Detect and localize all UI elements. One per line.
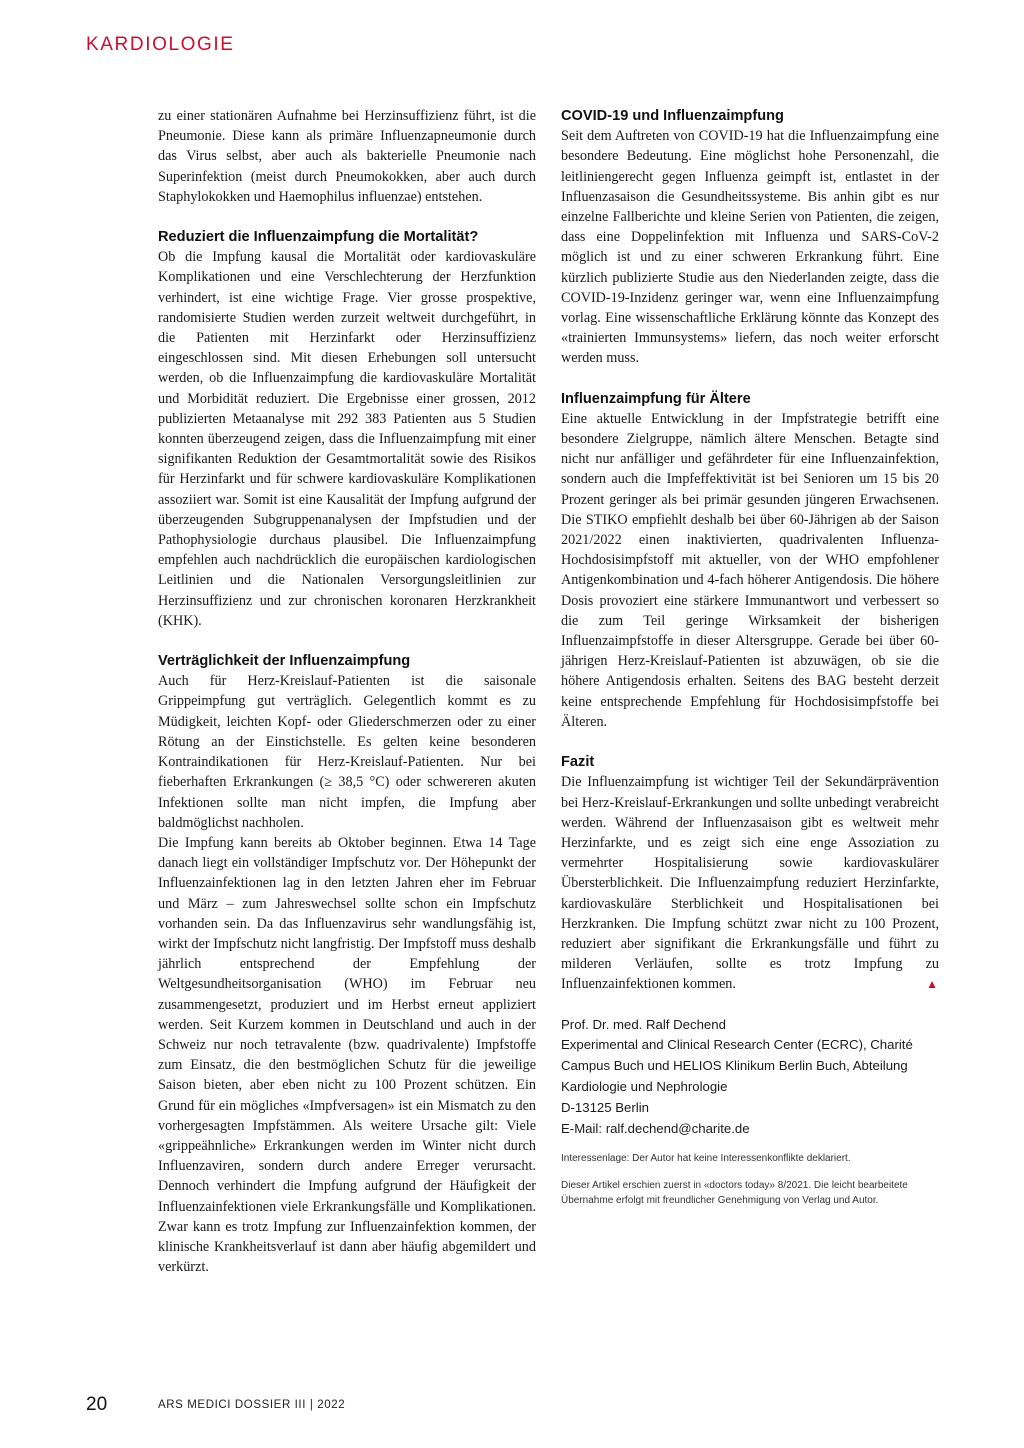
author-affiliation-line-2: Campus Buch und HELIOS Klinikum Berlin Buch, Abteilung bbox=[561, 1058, 908, 1074]
end-triangle-icon: ▲ bbox=[926, 977, 938, 992]
conclusion-paragraph bbox=[561, 772, 939, 994]
right-column bbox=[561, 106, 939, 1208]
heading-conclusion: Fazit bbox=[561, 754, 595, 771]
section-label: KARDIOLOGIE bbox=[86, 34, 235, 55]
journal-name: ARS MEDICI DOSSIER III | 2022 bbox=[158, 1399, 346, 1411]
tolerability-paragraph-1: Auch für Herz-Kreislauf-Patienten ist die saisonale Grippeimpfung gut verträglich. Gelegentlich kommt es zu Müdigkeit, leichten Kopf- oder Gliederschmerzen oder zu einer Rötung an der Einstichstelle. Es gelten keine besonderen Kontraindikationen für Herz-Kreislauf-Patienten. Nur bei fieberhaften Erkrankungen (≥ 38,5 °C) oder schwereren akuten Infektionen sollte man nicht impfen, die Impfung aber baldmöglichst nachholen. bbox=[158, 673, 536, 831]
elderly-paragraph: Eine aktuelle Entwicklung in der Impfstrategie betrifft eine besondere Zielgruppe, nämlich ältere Menschen. Betagte sind nicht nur anfälliger und gefährdeter für eine Influenzainfektion, sondern auch die Impfeffektivität ist bei Senioren um 15 bis 20 Prozent geringer als bei primär gesunden jüngeren Erwachsenen. Die STIKO empfiehlt deshalb bei über 60-Jährigen ab der Saison 2021/2022 einen inaktivierten, quadrivalenten Influenza-Hochdosisimpfstoff mit aktueller, von der WHO empfohlener Antigenkombination und 4-fach höherer Antigendosis. Die höhere Dosis provoziert eine stärkere Immunantwort und verbessert so die zum Teil geringe Wirksamkeit der bisherigen Influenzaimpfstoffe in dieser Altersgruppe. Gerade bei über 60-jährigen Herz-Kreislauf-Patienten ist abzuwägen, ob sie die höhere Antigendosis erhalten. Seitens des BAG besteht derzeit keine entsprechende Empfehlung für Hochdosisimpfstoffe bei Älteren. bbox=[561, 410, 939, 730]
author-block bbox=[561, 1015, 939, 1140]
heading-mortality: Reduziert die Influenzaimpfung die Mortalität? bbox=[158, 229, 479, 246]
source-note: Dieser Artikel erschien zuerst in «doctors today» 8/2021. Die leicht bearbeitete Übernahme erfolgt mit freundlicher Genehmigung von Verlag und Autor. bbox=[561, 1180, 908, 1207]
left-column bbox=[158, 106, 536, 1277]
author-affiliation-line-3: Kardiologie und Nephrologie bbox=[561, 1078, 728, 1094]
author-affiliation-line-1: Experimental and Clinical Research Center (ECRC), Charité bbox=[561, 1037, 913, 1053]
author-city: D-13125 Berlin bbox=[561, 1099, 649, 1115]
author-name: Prof. Dr. med. Ralf Dechend bbox=[561, 1016, 726, 1032]
heading-covid: COVID-19 und Influenzaimpfung bbox=[561, 108, 784, 124]
author-email[interactable]: E-Mail: ralf.dechend@charite.de bbox=[561, 1120, 750, 1136]
tolerability-paragraph-2: Die Impfung kann bereits ab Oktober beginnen. Etwa 14 Tage danach liegt ein vollständiger Impfschutz vor. Der Höhepunkt der Influenzainfektionen lag in den letzten Jahren eher im Februar und März – zum Jahreswechsel sollte schon ein Impfschutz vorhanden sein. Da das Influenzavirus sehr wandlungsfähig ist, wirkt der Impfschutz nicht langfristig. Der Impfstoff muss deshalb jährlich entsprechend der Empfehlung der Weltgesundheitsorganisation (WHO) im Februar neu zusammengesetzt, produziert und im Herbst erneut appliziert werden. Seit Kurzem kommen in Deutschland und auch in der Schweiz nur noch tetravalente (bzw. quadrivalente) Impfstoffe zum Einsatz, die den bestmöglichen Schutz für die jeweilige Saison bieten, aber eben nicht zu 100 Prozent schützen. Ein Grund für ein mögliches «Impfversagen» ist ein Mismatch zu den vorhergesagten Impfstämmen. Als weitere Ursache gilt: Viele «grippeähnliche» Erkrankungen werden im Winter nicht durch Influenzaviren, sondern durch andere Erreger verursacht. Dennoch verhindert die Impfung aufgrund der Häufigkeit der Influenzainfektionen viele Erkrankungsfälle und Komplikationen. Zwar kann es trotz Impfung zur Influenzainfektion kommen, der klinische Krankheitsverlauf ist dann aber häufig abgemildert und verkürzt. bbox=[158, 834, 536, 1276]
conclusion-text: Die Influenzaimpfung ist wichtiger Teil der Sekundärprävention bei Herz-Kreislauf-Erkrankungen und sollte unbedingt verabreicht werden. Während der Influenzasaison gibt es weltweit mehr Herzinfarkte, und es zeigt sich eine enge Assoziation zu vermehrter Hospitalisierung sowie kardiovaskulärer Übersterblichkeit. Die Influenzaimpfung reduziert Herzinfarkte, kardiovaskuläre Sterblichkeit und Hospitalisationen bei Herzkranken. Die Impfung schützt zwar nicht zu 100 Prozent, reduziert aber signifikant die Erkrankungsfälle und führt zu milderen Verläufen, sollte es trotz Impfung zu Influenzainfektionen kommen. bbox=[561, 774, 939, 993]
heading-elderly: Influenzaimpfung für Ältere bbox=[561, 390, 751, 407]
covid-paragraph: Seit dem Auftreten von COVID-19 hat die Influenzaimpfung eine besondere Bedeutung. Eine möglichst hohe Personenzahl, die leitliniengerecht gegen Influenza geimpft ist, entlastet in der Influenzasaison die Gesundheitssysteme. Bis anhin gibt es nur einzelne Fallberichte und kleine Serien von Patienten, die zeigen, dass eine Doppelinfektion mit Influenza und SARS-CoV-2 möglich ist und zu einer schweren Erkrankung führt. Eine kürzlich publizierte Studie aus den Niederlanden zeigte, dass die COVID-19-Inzidenz geringer war, wenn eine Influenzaimpfung vorlag. Eine wissenschaftliche Erklärung könnte das Konzept des «trainierten Immunsystems» liefern, das noch weiter erforscht werden muss. bbox=[561, 128, 939, 367]
intro-paragraph: zu einer stationären Aufnahme bei Herzinsuffizienz führt, ist die Pneumonie. Diese kann als primäre Influenzapneumonie durch das Virus selbst, aber auch als bakterielle Pneumonie nach Superinfektion (meist durch Pneumokokken, aber auch durch Staphylokokken und Haemophilus influenzae) entstehen. bbox=[158, 108, 536, 205]
page-footer bbox=[86, 1394, 346, 1416]
page-number: 20 bbox=[86, 1394, 108, 1415]
mortality-paragraph: Ob die Impfung kausal die Mortalität oder kardiovaskuläre Komplikationen und eine Verschlechterung der Herzfunktion verhindert, ist eine wichtige Frage. Vier grosse prospektive, randomisierte Studien werden zurzeit weltweit durchgeführt, in die Patienten mit Herzinfarkt oder Herzinsuffizienz eingeschlossen sind. Mit diesen Erhebungen soll untersucht werden, ob die Influenzaimpfung die kardiovaskuläre Mortalität und Morbidität reduziert. Die Ergebnisse einer grossen, 2012 publizierten Metaanalyse mit 292 383 Patienten aus 5 Studien konnten überzeugend zeigen, dass die Influenzaimpfung mit einer signifikanten Reduktion der Gesamtmortalität sowie des Risikos für Herzinfarkt und für schwere kardiovaskuläre Komplikationen assoziiert war. Somit ist eine Kausalität der Impfung aufgrund der überzeugenden Subgruppenanalysen der Impfstudien und der Pathophysiologie durchaus plausibel. Die Influenzaimpfung empfehlen auch nachdrücklich die europäischen kardiologischen Leitlinien und die Nationalen Versorgungsleitlinien zur Herzinsuffizienz und zur chronischen koronaren Herzkrankheit (KHK). bbox=[158, 249, 536, 629]
conflict-of-interest-note: Interessenlage: Der Autor hat keine Interessenkonflikte deklariert. bbox=[561, 1153, 851, 1165]
heading-tolerability: Verträglichkeit der Influenzaimpfung bbox=[158, 653, 411, 670]
